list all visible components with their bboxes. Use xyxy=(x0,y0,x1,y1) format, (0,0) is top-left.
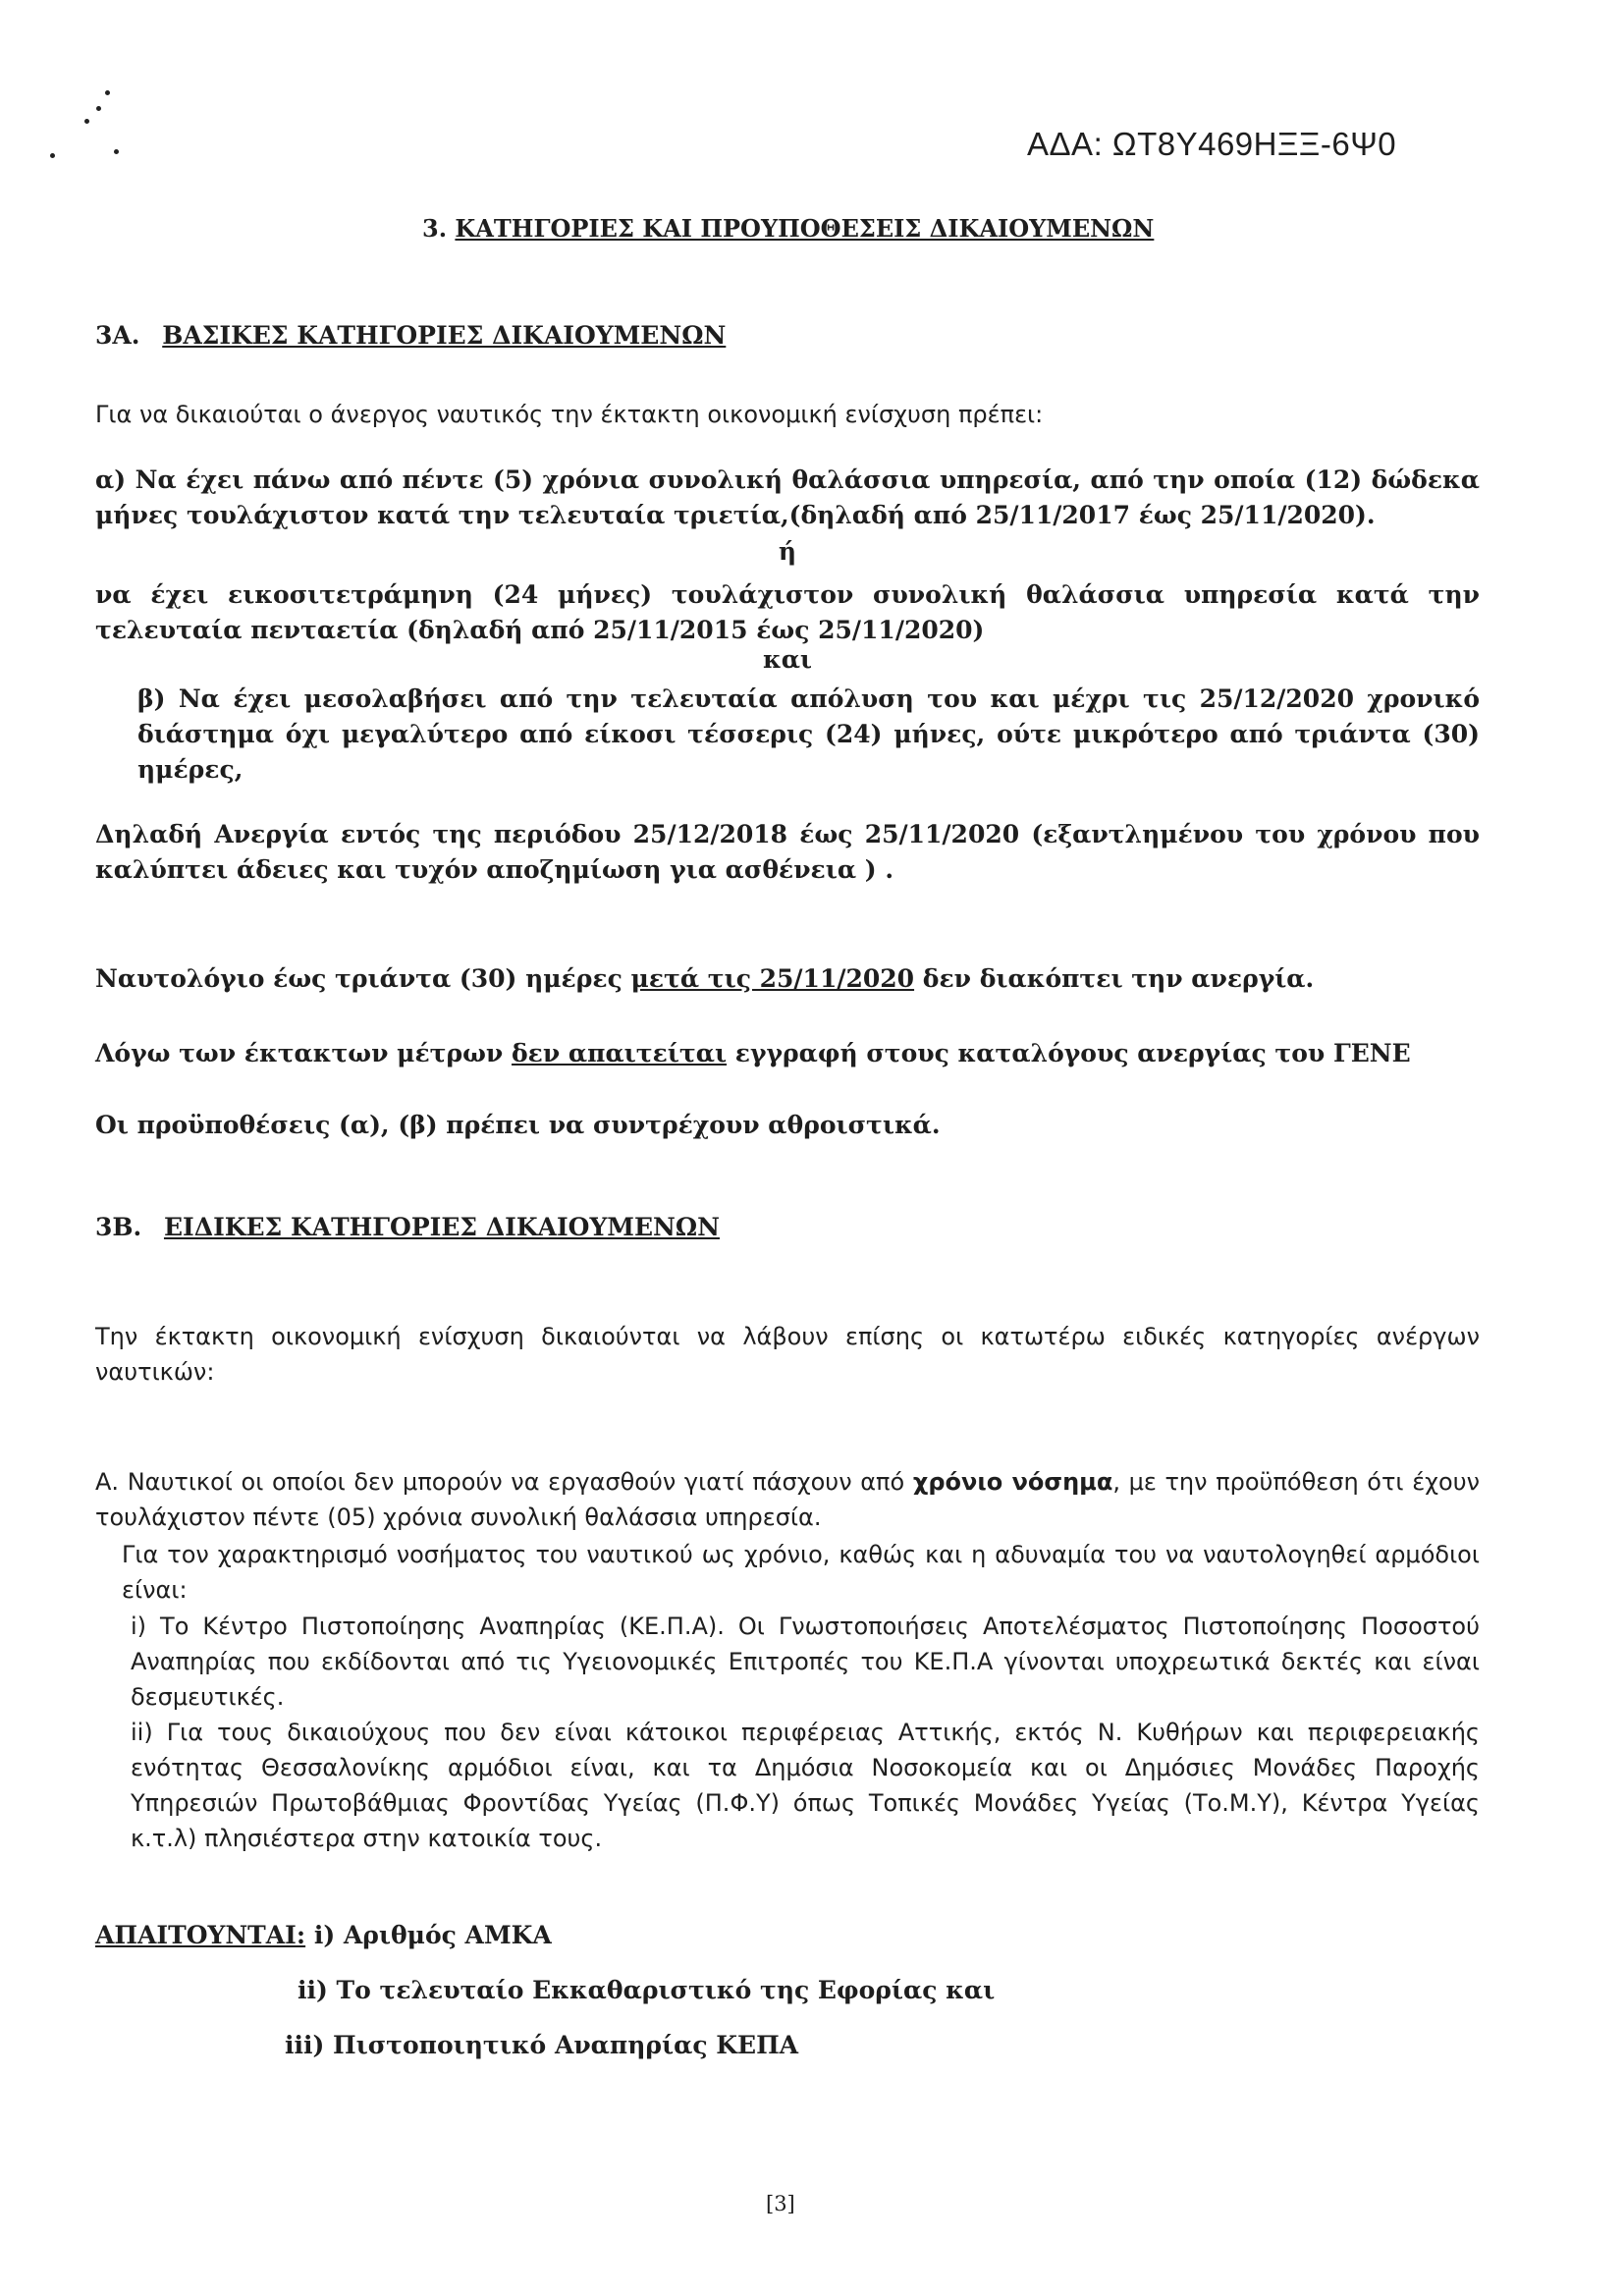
required-item-2: ii) Το τελευταίο Εκκαθαριστικό της Εφορίας και xyxy=(298,1976,996,2004)
category-a-label: Α. xyxy=(95,1468,120,1496)
criterion-alpha-1: α) Να έχει πάνω από πέντε (5) χρόνια συνολική θαλάσσια υπηρεσία, από την οποία (12) δώδεκα μήνες τουλάχιστον κατά την τελευταία τριετία,(δηλαδή από 25/11/2017 έως 25/11/2020). xyxy=(95,465,1480,529)
required-item-3: iii) Πιστοποιητικό Αναπηρίας ΚΕΠΑ xyxy=(285,2031,799,2059)
and-connector: και xyxy=(762,645,813,674)
section-3b-label: 3Β. xyxy=(95,1213,142,1241)
section-3b-heading xyxy=(95,1213,720,1241)
logbook-text-end: δεν διακόπτει την ανεργία. xyxy=(922,964,1315,993)
section-3a-title: ΒΑΣΙΚΕΣ ΚΑΤΗΓΟΡΙΕΣ ΔΙΚΑΙΟΥΜΕΝΩΝ xyxy=(162,321,727,350)
chronic-disease-term: χρόνιο νόσημα xyxy=(912,1468,1113,1496)
unemployment-period: Δηλαδή Ανεργία εντός της περιόδου 25/12/2018 έως 25/11/2020 (εξαντλημένου του χρόνου που καλύπτει άδειες και τυχόν αποζημίωση για ασθένεια ) . xyxy=(95,820,1480,884)
page-number: [3] xyxy=(766,2192,795,2215)
ada-code: ΑΔΑ: ΩΤ8Υ469ΗΞΞ-6Ψ0 xyxy=(1027,126,1397,162)
measures-text-end: εγγραφή στους καταλόγους ανεργίας του ΓΕΝΕ xyxy=(734,1039,1411,1067)
measures-note xyxy=(95,1036,1480,1071)
criterion-beta: β) Να έχει μεσολαβήσει από την τελευταία απόλυση του και μέχρι τις 25/12/2020 χρονικό διάστημα όχι μεγαλύτερο από είκοσι τέσσερις (24) μήνες, ούτε μικρότερο από τριάντα (30) ημέρες, xyxy=(137,684,1480,784)
section-number: 3. xyxy=(422,214,448,243)
section-3a-intro: Για να δικαιούται ο άνεργος ναυτικός την έκτακτη οικονομική ενίσχυση πρέπει: xyxy=(95,401,1044,428)
section-3a-label: 3Α. xyxy=(95,321,140,350)
authority-item-i: i) Το Κέντρο Πιστοποίησης Αναπηρίας (ΚΕ.Π.Α). Οι Γνωστοποιήσεις Αποτελέσματος Πιστοποίησης Ποσοστού Αναπηρίας που εκδίδονται από τις Υγειονομικές Επιτροπές του ΚΕ.Π.Α γίνονται υποχρεωτικά δεκτές και είναι δεσμευτικές. xyxy=(131,1613,1480,1711)
category-a-text: Ναυτικοί οι οποίοι δεν μπορούν να εργασθούν γιατί πάσχουν από xyxy=(127,1468,905,1496)
criterion-alpha-2: να έχει εικοσιτετράμηνη (24 μήνες) τουλάχιστον συνολική θαλάσσια υπηρεσία κατά την τελευταία πενταετία (δηλαδή από 25/11/2015 έως 25/11/2020) xyxy=(95,580,1480,644)
cumulative-note: Οι προϋποθέσεις (α), (β) πρέπει να συντρέχουν αθροιστικά. xyxy=(95,1111,941,1139)
category-a xyxy=(95,1464,1480,1535)
required-label: ΑΠΑΙΤΟΥΝΤΑΙ: xyxy=(95,1921,306,1949)
section-title: ΚΑΤΗΓΟΡΙΕΣ ΚΑΙ ΠΡΟΥΠΟΘΕΣΕΙΣ ΔΙΚΑΙΟΥΜΕΝΩΝ xyxy=(455,214,1155,243)
required-docs xyxy=(95,1918,1480,1953)
required-item-1: i) Αριθμός ΑΜΚΑ xyxy=(313,1921,552,1949)
logbook-note xyxy=(95,961,1480,997)
authority-item-ii: ii) Για τους δικαιούχους που δεν είναι κάτοικοι περιφέρειας Αττικής, εκτός Ν. Κυθήρων και περιφερειακής ενότητας Θεσσαλονίκης αρμόδιοι είναι, και τα Δημόσια Νοσοκομεία και οι Δημόσιες Μονάδες Παροχής Υπηρεσιών Πρωτοβάθμιας Φροντίδας Υγείας (Π.Φ.Υ) όπως Τοπικές Μονάδες Υγείας (Το.Μ.Υ), Κέντρα Υγείας κ.τ.λ) πλησιέστερα στην κατοικία τους. xyxy=(131,1719,1480,1852)
measures-text: Λόγω των έκτακτων μέτρων xyxy=(95,1039,504,1067)
or-connector: ή xyxy=(778,537,797,566)
logbook-date: μετά τις 25/11/2020 xyxy=(630,964,915,993)
section-3a-heading xyxy=(95,321,726,350)
measures-underlined: δεν απαιτείται xyxy=(511,1039,728,1067)
characterization-text: Για τον χαρακτηρισμό νοσήματος του ναυτικού ως χρόνιο, καθώς και η αδυναμία του να ναυτολογηθεί αρμόδιοι είναι: xyxy=(122,1541,1480,1604)
section-heading xyxy=(422,214,1154,243)
category-a-text-end: , με την προϋπόθεση ότι έχουν τουλάχιστον πέντε (05) χρόνια συνολική θαλάσσια υπηρεσία. xyxy=(95,1468,1481,1531)
section-3b-intro: Την έκτακτη οικονομική ενίσχυση δικαιούνται να λάβουν επίσης οι κατωτέρω ειδικές κατηγορίες ανέργων ναυτικών: xyxy=(95,1323,1480,1386)
logbook-text: Ναυτολόγιο έως τριάντα (30) ημέρες xyxy=(95,964,623,993)
section-3b-title: ΕΙΔΙΚΕΣ ΚΑΤΗΓΟΡΙΕΣ ΔΙΚΑΙΟΥΜΕΝΩΝ xyxy=(163,1213,720,1241)
